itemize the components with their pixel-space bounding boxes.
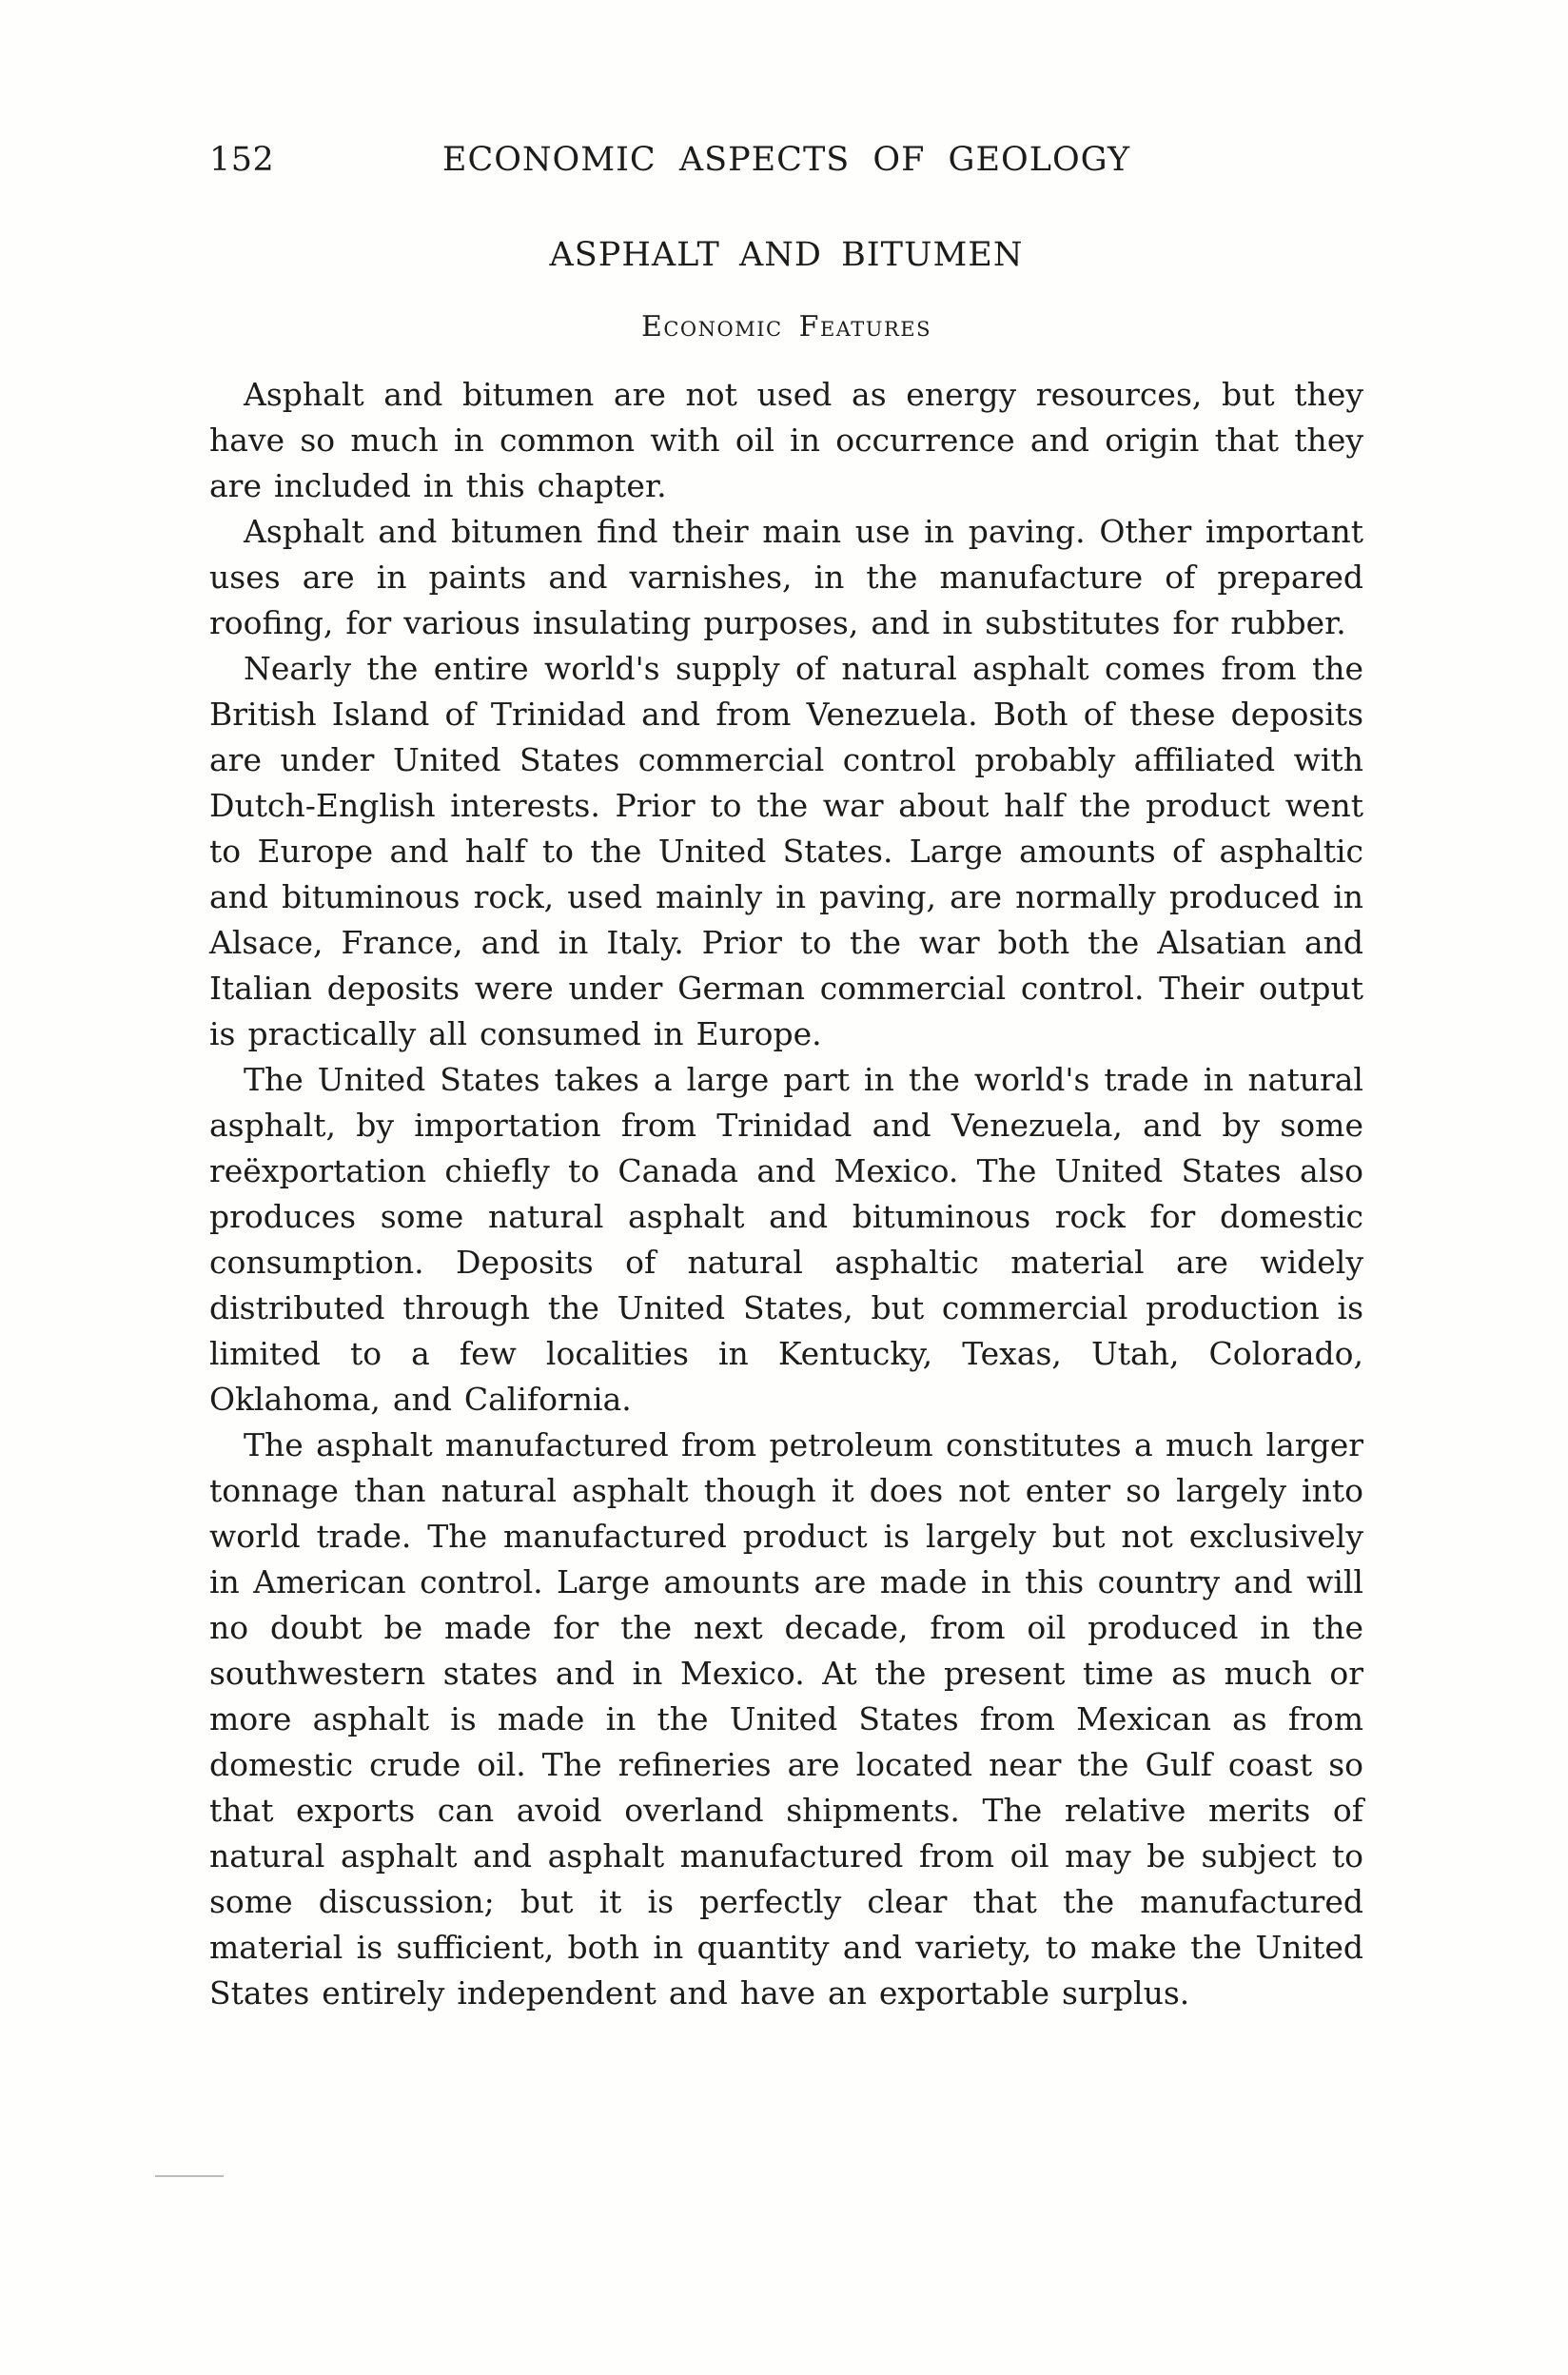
scan-artifact-mark [155, 2175, 224, 2177]
body-text [209, 372, 1363, 2016]
page-header [209, 141, 1363, 190]
paragraph-1: Asphalt and bitumen are not used as energy resources, but they have so much in common with oil in occurrence and origin that they are included in this chapter. [209, 376, 1363, 504]
paragraph-4: The United States takes a large part in the world's trade in natural asphalt, by importation from Trinidad and Venezuela, and by some reëxportation chiefly to Canada and Mexico. The United States also produces some natural asphalt and bituminous rock for domestic consumption. Deposits of natural asphaltic material are widely distributed through the United States, but commercial production is limited to a few localities in Kentucky, Texas, Utah, Colorado, Oklahoma, and California. [209, 1061, 1363, 1418]
running-title: ECONOMIC ASPECTS OF GEOLOGY [441, 141, 1131, 179]
page-number: 152 [209, 141, 275, 179]
paragraph-3: Nearly the entire world's supply of natural asphalt comes from the British Island of Trinidad and from Venezuela. Both of these deposits are under United States commercial control probably affiliated with Dutch-English interests. Prior to the war about half the product went to Europe and half to the United States. Large amounts of asphaltic and bituminous rock, used mainly in paving, are normally produced in Alsace, France, and in Italy. Prior to the war both the Alsatian and Italian deposits were under German commercial control. Their output is practically all consumed in Europe. [209, 650, 1363, 1052]
section-title: ASPHALT AND BITUMEN [549, 236, 1024, 274]
paragraph-2: Asphalt and bitumen find their main use in paving. Other important uses are in paints and varnishes, in the manufacture of prepared roofing, for various insulating purposes, and in substitutes for rubber. [209, 513, 1363, 641]
section-subtitle: Economic Features [640, 310, 932, 343]
paragraph-5: The asphalt manufactured from petroleum constitutes a much larger tonnage than natural asphalt though it does not enter so largely into world trade. The manufactured product is largely but not exclusively in American control. Large amounts are made in this country and will no doubt be made for the next decade, from oil produced in the southwestern states and in Mexico. At the present time as much or more asphalt is made in the United States from Mexican as from domestic crude oil. The refineries are located near the Gulf coast so that exports can avoid overland shipments. The relative merits of natural asphalt and asphalt manufactured from oil may be subject to some discussion; but it is perfectly clear that the manufactured material is sufficient, both in quantity and variety, to make the United States entirely independent and have an exportable surplus. [209, 1426, 1363, 2012]
